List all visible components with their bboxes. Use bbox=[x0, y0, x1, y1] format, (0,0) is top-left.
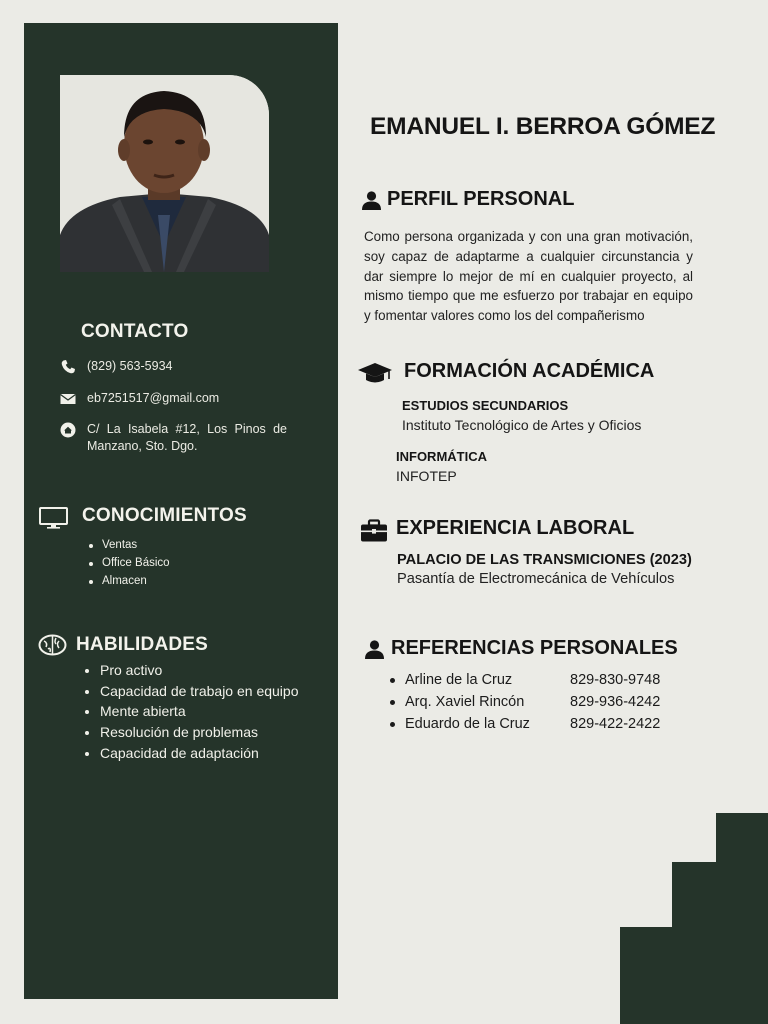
phone-icon bbox=[60, 359, 76, 375]
reference-phone: 829-830-9748 bbox=[570, 672, 661, 688]
graduation-cap-icon bbox=[357, 362, 393, 385]
skills-list bbox=[82, 660, 299, 764]
profile-text: Como persona organizada y con una gran motivación, soy capaz de adaptarme a cualquier circunstancia y dar siempre lo mejor de mí en cualquier proyecto, al mismo tiempo que me esfuerzo por trabajar en equipo y fomentar valores como los del compañerismo bbox=[364, 229, 693, 324]
person-icon bbox=[364, 640, 385, 659]
reference-phone: 829-422-2422 bbox=[570, 716, 661, 732]
list-item bbox=[388, 713, 705, 735]
education-heading: FORMACIÓN ACADÉMICA bbox=[404, 360, 655, 382]
list-item bbox=[388, 691, 705, 713]
reference-name: Arq. Xaviel Rincón bbox=[405, 694, 525, 710]
list-item: Ventas bbox=[84, 536, 170, 554]
candidate-name: EMANUEL I. BERROA GÓMEZ bbox=[370, 113, 716, 140]
decorative-step bbox=[620, 927, 768, 1024]
knowledge-heading: CONOCIMIENTOS bbox=[82, 505, 247, 526]
monitor-icon bbox=[39, 507, 68, 529]
experience-role: Pasantía de Electromecánica de Vehículos bbox=[397, 571, 675, 587]
list-item: Resolución de problemas bbox=[82, 722, 299, 743]
contact-address-text: C/ La Isabela #12, Los Pinos de Manzano, Sto. Dgo. bbox=[87, 422, 287, 453]
skills-heading: HABILIDADES bbox=[76, 634, 209, 655]
education-place-1: Instituto Tecnológico de Artes y Oficios bbox=[402, 417, 642, 433]
profile-heading: PERFIL PERSONAL bbox=[387, 188, 575, 210]
education-title-2: INFORMÁTICA bbox=[396, 449, 487, 464]
reference-phone: 829-936-4242 bbox=[570, 694, 661, 710]
reference-name: Eduardo de la Cruz bbox=[405, 716, 530, 732]
profile-photo bbox=[60, 75, 269, 272]
experience-heading: EXPERIENCIA LABORAL bbox=[396, 517, 635, 539]
sidebar bbox=[24, 23, 338, 999]
contact-heading: CONTACTO bbox=[81, 321, 189, 342]
list-item: Capacidad de adaptación bbox=[82, 743, 299, 764]
reference-name: Arline de la Cruz bbox=[405, 672, 513, 688]
education-place-2: INFOTEP bbox=[396, 468, 457, 484]
knowledge-list bbox=[84, 536, 170, 590]
home-icon bbox=[60, 422, 76, 438]
briefcase-icon bbox=[360, 519, 388, 542]
list-item: Almacen bbox=[84, 572, 170, 590]
list-item: Pro activo bbox=[82, 660, 299, 681]
list-item bbox=[388, 669, 705, 691]
education-title-1: ESTUDIOS SECUNDARIOS bbox=[402, 398, 569, 413]
person-icon bbox=[361, 191, 382, 210]
contact-email-text: eb7251517@gmail.com bbox=[87, 391, 220, 405]
list-item: Capacidad de trabajo en equipo bbox=[82, 681, 299, 702]
mail-icon bbox=[60, 391, 76, 407]
references-heading: REFERENCIAS PERSONALES bbox=[391, 637, 678, 659]
contact-phone-text: (829) 563-5934 bbox=[87, 359, 173, 373]
list-item: Office Básico bbox=[84, 554, 170, 572]
references-list bbox=[388, 669, 705, 735]
list-item: Mente abierta bbox=[82, 701, 299, 722]
experience-title: PALACIO DE LAS TRANSMICIONES (2023) bbox=[397, 552, 692, 568]
brain-icon bbox=[38, 634, 67, 656]
